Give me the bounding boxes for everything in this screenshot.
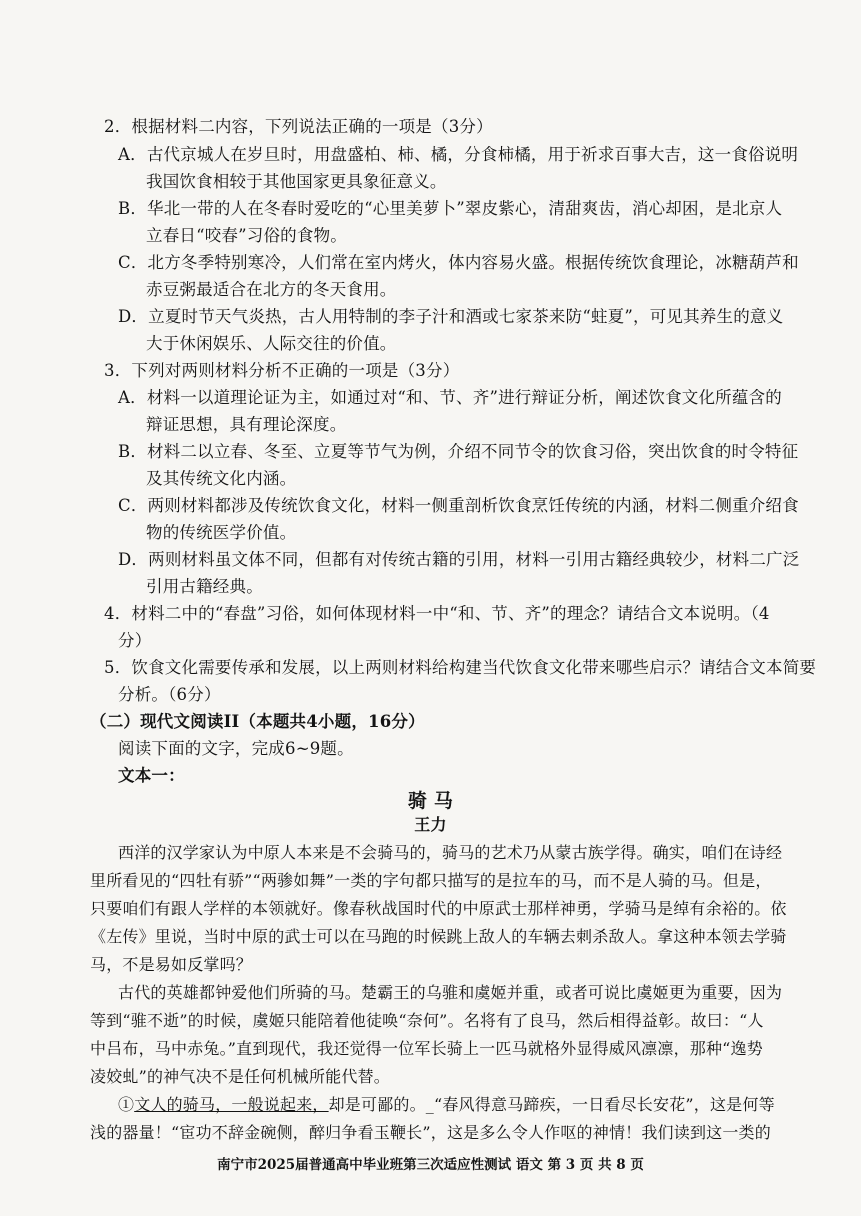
essay-p3-line1-rest: 却是可鄙的。_“春风得意马蹄疾，一日看尽长安花”，这是何等 — [328, 1095, 775, 1114]
section-heading: （二）现代文阅读II（本题共4小题，16分） — [90, 712, 425, 731]
q2-option-c-line2: 赤豆粥最适合在北方的冬天食用。 — [146, 280, 397, 299]
q4-line2: 分） — [118, 631, 152, 650]
essay-p2-line3: 中吕布，马中赤兔。”直到现代，我还觉得一位军长骑上一匹马就格外显得威风凛凛，那种“逸势 — [90, 1039, 763, 1058]
q2-option-b-line1: B．华北一带的人在冬春时爱吃的“心里美萝卜”翠皮紫心，清甜爽齿，消心却困，是北京人 — [118, 199, 783, 218]
q2-option-d-line2: 大于休闲娱乐、人际交往的价值。 — [146, 334, 397, 353]
q2-option-a-line1: A．古代京城人在岁旦时，用盘盛柏、柿、橘，分食柿橘，用于祈求百事大吉，这一食俗说明 — [118, 145, 799, 164]
essay-p2-line4: 凌姣虬”的神气决不是任何机械所能代替。 — [90, 1067, 390, 1086]
q3-option-d-line2: 引用古籍经典。 — [146, 577, 263, 596]
essay-p3-line2: 浅的器量！“宦功不辞金碗侧，醉归争看玉鞭长”，这是多么令人作呕的神情！我们读到这一类的 — [90, 1123, 771, 1142]
q2-option-d-line1: D．立夏时节天气炎热，古人用特制的李子汁和酒或七家茶来防“蛀夏”，可见其养生的意义 — [118, 307, 784, 326]
q4-line1: 4．材料二中的“春盘”习俗，如何体现材料一中“和、节、齐”的理念？请结合文本说明。（4 — [104, 604, 770, 623]
q3-option-a-line2: 辩证思想，具有理论深度。 — [146, 415, 347, 434]
essay-p3-line1 — [118, 1095, 775, 1115]
q2-option-b-line2: 立春日“咬春”习俗的食物。 — [146, 226, 347, 245]
q5-line1: 5．饮食文化需要传承和发展，以上两则材料给构建当代饮食文化带来哪些启示？请结合文本简要 — [104, 658, 817, 677]
essay-p2-line1: 古代的英雄都钟爱他们所骑的马。楚霸王的乌骓和虞姬并重，或者可说比虞姬更为重要，因为 — [118, 983, 783, 1002]
q3-option-c-line2: 物的传统医学价值。 — [146, 523, 297, 542]
q3-stem: 3．下列对两则材料分析不正确的一项是（3分） — [104, 361, 460, 380]
q2-stem: 2．根据材料二内容，下列说法正确的一项是（3分） — [104, 117, 493, 136]
page-footer: 南宁市2025届普通高中毕业班第三次适应性测试 语文 第 3 页 共 8 页 — [217, 1157, 644, 1173]
essay-p1-line5: 马，不是易如反掌吗？ — [90, 955, 253, 974]
text-one-label: 文本一： — [118, 766, 185, 785]
q3-option-d-line1: D．两则材料虽文体不同，但都有对传统古籍的引用，材料一引用古籍经典较少，材料二广泛 — [118, 550, 800, 569]
essay-p1-line3: 只要咱们有跟人学样的本领就好。像春秋战国时代的中原武士那样神勇，学骑马是绰有余裕的。依 — [90, 899, 787, 918]
underlined-sentence: 文人的骑马，一般说起来， — [134, 1095, 329, 1114]
essay-p1-line1: 西洋的汉学家认为中原人本来是不会骑马的，骑马的艺术乃从蒙古族学得。确实，咱们在诗经 — [118, 843, 783, 862]
essay-title: 骑 马 — [407, 790, 454, 812]
q2-option-a-line2: 我国饮食相较于其他国家更具象征意义。 — [146, 172, 447, 191]
section-instruction: 阅读下面的文字，完成6~9题。 — [118, 739, 354, 758]
essay-author: 王力 — [414, 815, 447, 834]
q3-option-c-line1: C．两则材料都涉及传统饮食文化，材料一侧重剖析饮食烹饪传统的内涵，材料二侧重介绍食 — [118, 496, 799, 515]
q2-option-c-line1: C．北方冬季特别寒冷，人们常在室内烤火，体内容易火盛。根据传统饮食理论，冰糖葫芦和 — [118, 253, 799, 272]
q3-option-a-line1: A．材料一以道理论证为主，如通过对“和、节、齐”进行辩证分析，阐述饮食文化所蕴含的 — [118, 388, 782, 407]
q3-option-b-line1: B．材料二以立春、冬至、立夏等节气为例，介绍不同节令的饮食习俗，突出饮食的时令特征 — [118, 442, 799, 461]
essay-p2-line2: 等到“骓不逝”的时候，虞姬只能陪着他徒唤“奈何”。名将有了良马，然后相得益彰。故曰：“人 — [90, 1011, 764, 1030]
q3-option-b-line2: 及其传统文化内涵。 — [146, 469, 297, 488]
essay-p1-line4: 《左传》里说，当时中原的武士可以在马跑的时候跳上敌人的车辆去刺杀敌人。拿这种本领去学骑 — [90, 927, 787, 946]
q5-line2: 分析。（6分） — [118, 685, 221, 704]
essay-p1-line2: 里所看见的“四牡有骄”“两骖如舞”一类的字句都只描写的是拉车的马，而不是人骑的马。但是， — [90, 871, 772, 890]
paragraph-marker: ① — [118, 1095, 135, 1114]
